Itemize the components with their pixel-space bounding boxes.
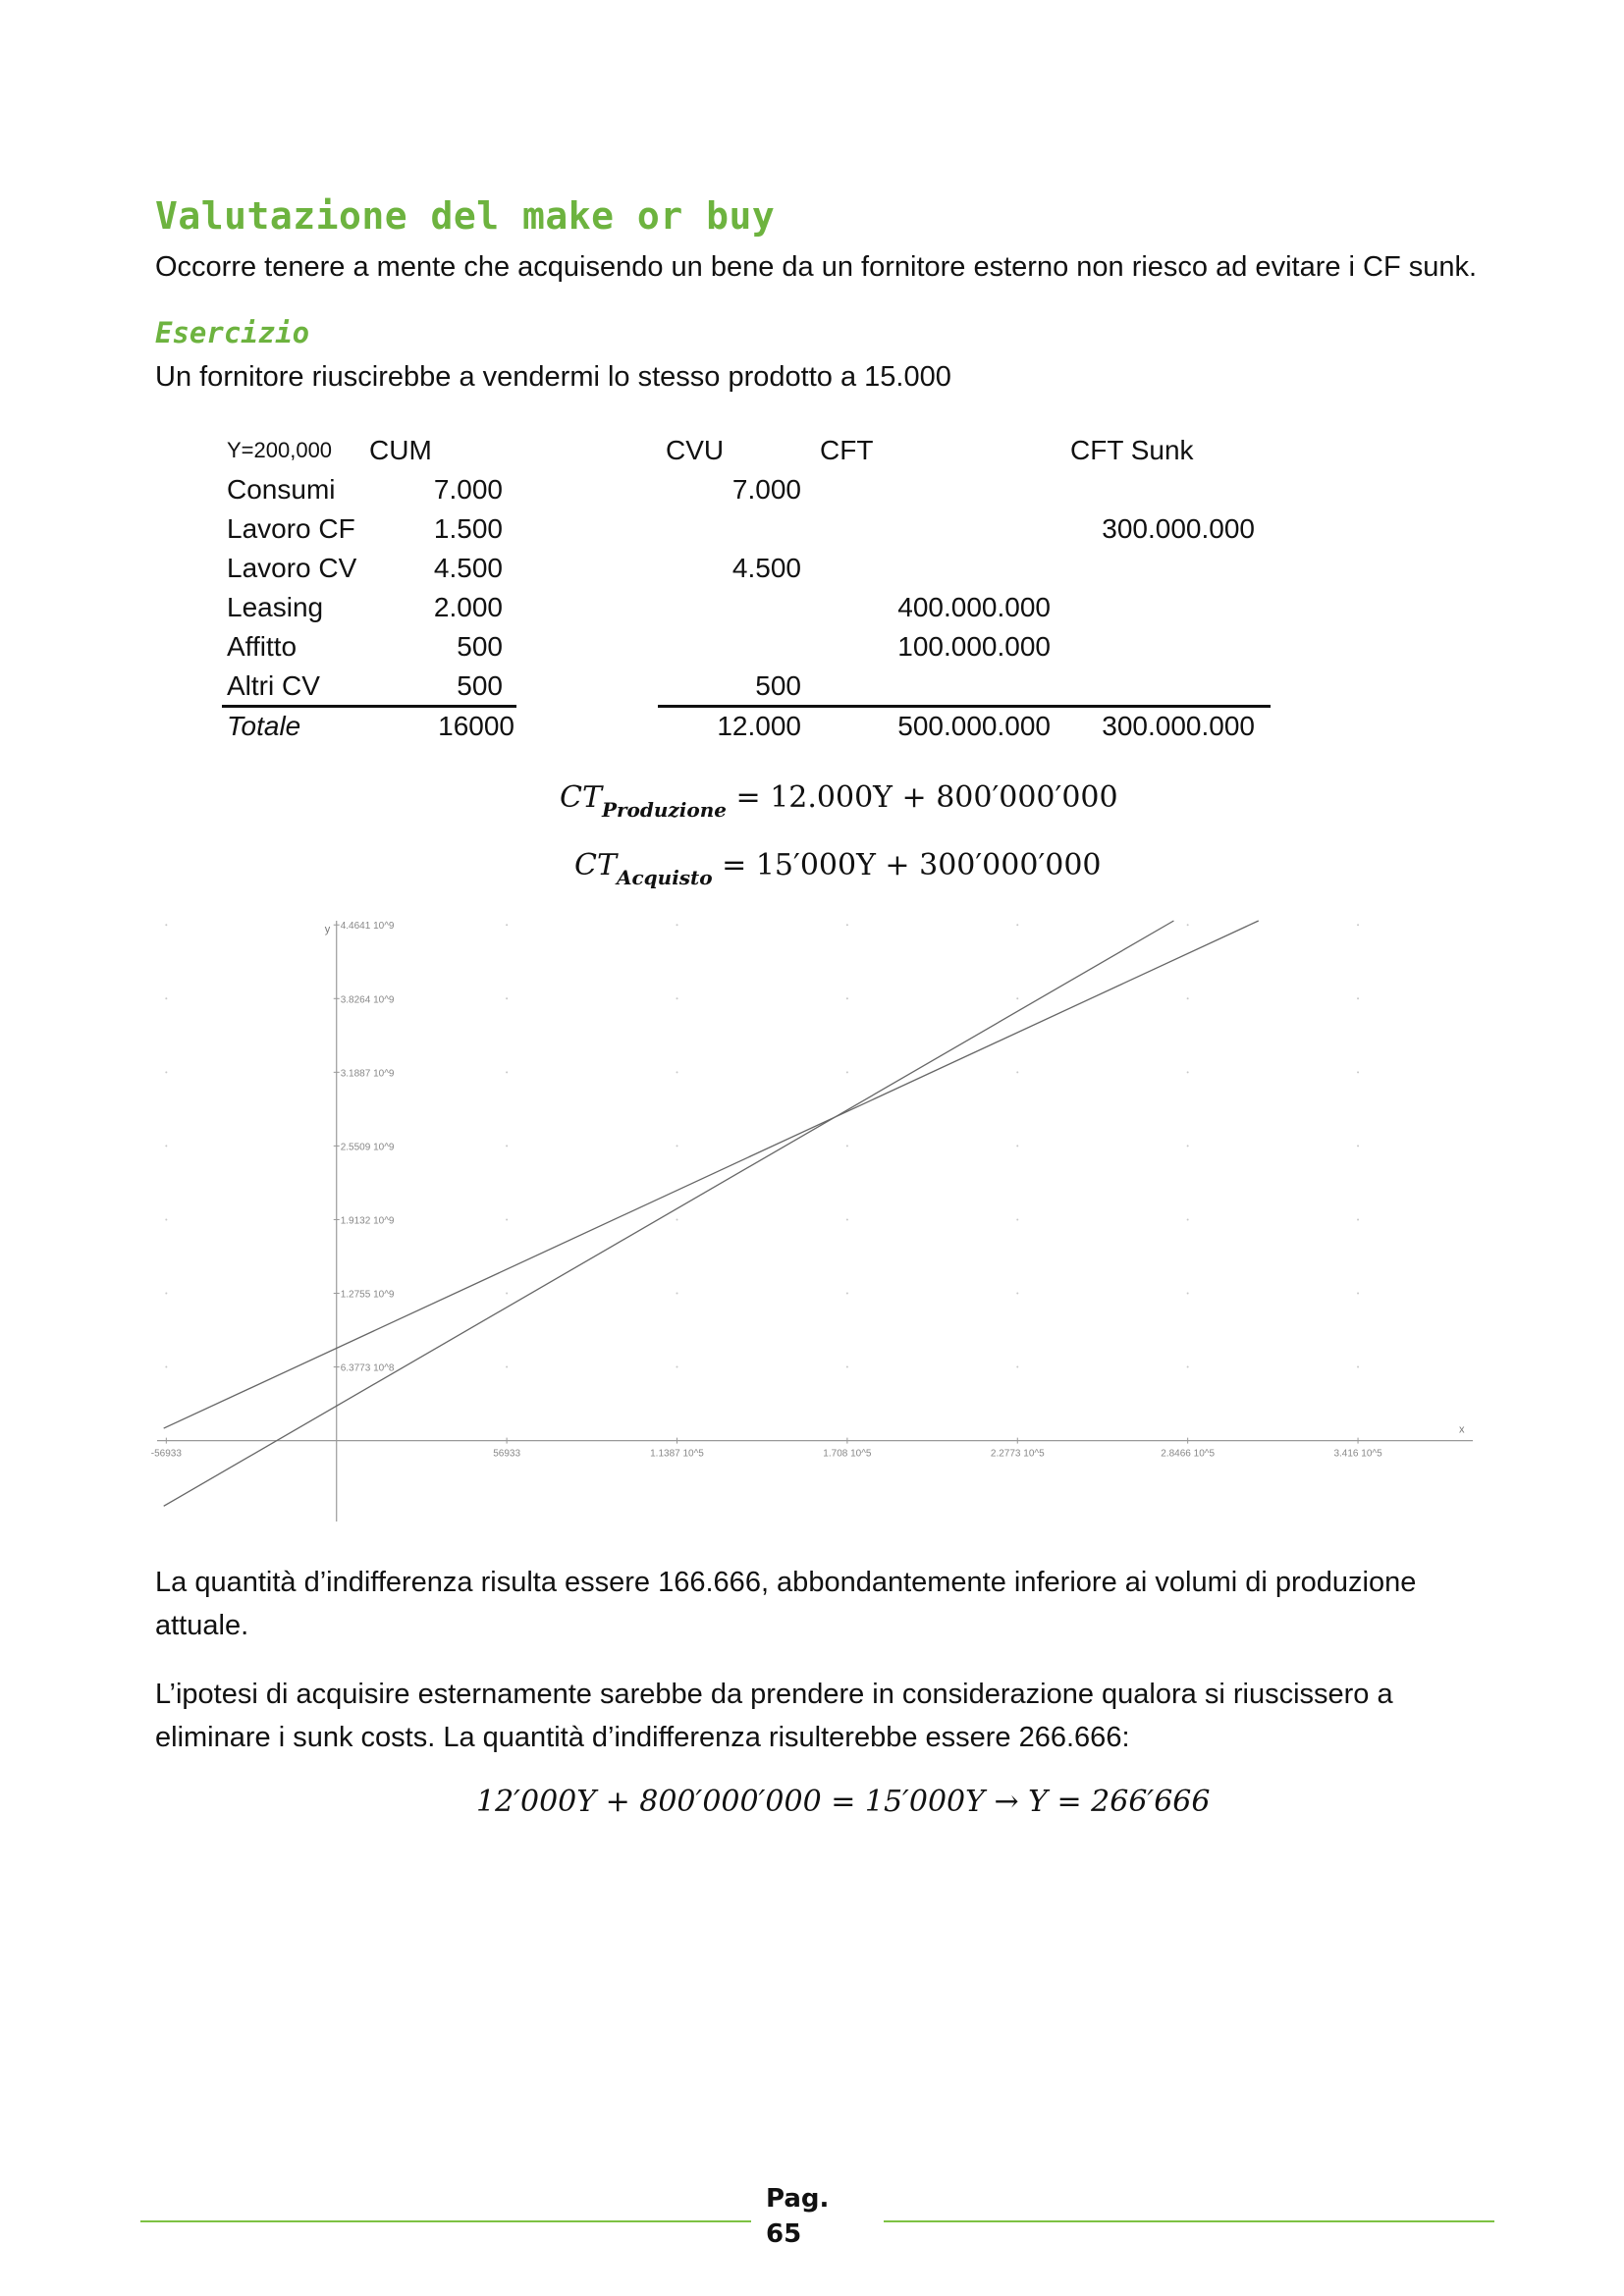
grid-dot	[677, 1071, 678, 1073]
grid-dot	[506, 1292, 508, 1294]
y-tick-label: 4.4641 10^9	[340, 921, 395, 933]
grid-dot	[165, 1366, 167, 1368]
cell-cum: 7.000	[433, 474, 503, 505]
grid-dot	[165, 1145, 167, 1147]
grid-dot	[1016, 1145, 1018, 1147]
header-cft: CFT	[820, 435, 874, 465]
grid-dot	[1187, 1145, 1189, 1147]
grid-dot	[677, 924, 678, 926]
grid-dot	[506, 997, 508, 999]
grid-dot	[506, 924, 508, 926]
grid-dot	[1016, 1292, 1018, 1294]
grid-dot	[1357, 1145, 1359, 1147]
cell-cft-sunk: 300.000.000	[1102, 513, 1255, 544]
grid-dot	[165, 1071, 167, 1073]
conclusion-1-line-1: La quantità d’indifferenza risulta essere 166.666, abbondantemente inferiore ai volumi di produzione	[155, 1567, 1417, 1598]
grid-dot	[506, 1218, 508, 1220]
grid-dot	[1016, 997, 1018, 999]
final-equation: 12′000Y + 800′000′000 = 15′000Y → Y = 266′666	[476, 1785, 1211, 1819]
volume-label: Y=200,000	[227, 438, 333, 462]
total-cvu: 12.000	[717, 711, 801, 741]
grid-dot	[846, 997, 848, 999]
break-even-chart	[150, 913, 1483, 1531]
exercise-text: Un fornitore riuscirebbe a vendermi lo stesso prodotto a 15.000	[155, 361, 951, 393]
grid-dot	[1357, 1218, 1359, 1220]
page-number-block	[766, 2181, 829, 2252]
equation-production	[560, 780, 1118, 822]
x-tick-label: 2.2773 10^5	[990, 1448, 1045, 1460]
grid-dot	[506, 1145, 508, 1147]
grid-dot	[846, 1292, 848, 1294]
grid-dot	[1357, 1071, 1359, 1073]
grid-dot	[1016, 1071, 1018, 1073]
cell-cft: 400.000.000	[897, 592, 1051, 622]
y-tick-label: 1.9132 10^9	[340, 1215, 395, 1227]
x-tick-label: 2.8466 10^5	[1161, 1448, 1216, 1460]
row-label: Lavoro CF	[227, 513, 355, 544]
grid-dot	[165, 1218, 167, 1220]
table-rule-left	[222, 705, 516, 708]
page-number: 65	[766, 2219, 802, 2249]
header-cvu: CVU	[666, 435, 725, 465]
equation-production-rhs: = 12.000Y + 800′000′000	[735, 780, 1118, 815]
y-tick-label: 3.1887 10^9	[340, 1068, 395, 1080]
total-cft: 500.000.000	[897, 711, 1051, 741]
y-tick-label: 6.3773 10^8	[340, 1362, 395, 1374]
x-axis-label: x	[1459, 1423, 1465, 1436]
y-tick-label: 1.2755 10^9	[340, 1289, 395, 1301]
x-tick-label: 3.416 10^5	[1333, 1448, 1382, 1460]
x-tick-label: -56933	[150, 1448, 182, 1460]
series-line-ct-acquisto	[164, 921, 1174, 1506]
grid-dot	[846, 924, 848, 926]
grid-dot	[846, 1218, 848, 1220]
cell-cum: 1.500	[433, 513, 503, 544]
grid-dot	[677, 1145, 678, 1147]
row-label: Affitto	[227, 631, 298, 662]
equation-purchase-lhs: CT	[574, 848, 617, 882]
y-tick-label: 2.5509 10^9	[340, 1142, 395, 1153]
footer-rule-left	[140, 2220, 751, 2222]
grid-dot	[165, 997, 167, 999]
grid-dot	[1187, 924, 1189, 926]
equation-production-lhs: CT	[560, 780, 602, 815]
x-tick-label: 1.1387 10^5	[650, 1448, 704, 1460]
cell-cvu: 500	[755, 670, 801, 701]
grid-dot	[1187, 1366, 1189, 1368]
grid-dot	[1357, 997, 1359, 999]
cell-cft: 100.000.000	[897, 631, 1051, 662]
grid-dot	[1357, 924, 1359, 926]
intro-paragraph: Occorre tenere a mente che acquisendo un bene da un fornitore esterno non riesco ad evitare i CF sunk.	[155, 251, 1478, 283]
cell-cum: 2.000	[433, 592, 503, 622]
grid-dot	[846, 1145, 848, 1147]
header-cum: CUM	[369, 435, 432, 465]
x-tick-label: 1.708 10^5	[823, 1448, 872, 1460]
cell-cum: 500	[457, 670, 503, 701]
grid-dot	[165, 924, 167, 926]
grid-dot	[1016, 1218, 1018, 1220]
grid-dot	[506, 1071, 508, 1073]
conclusion-1-line-2: attuale.	[155, 1610, 249, 1641]
footer-rule-right	[884, 2220, 1494, 2222]
grid-dot	[1016, 924, 1018, 926]
grid-dot	[1187, 1071, 1189, 1073]
row-label: Leasing	[227, 592, 324, 622]
total-cum: 16000	[438, 711, 514, 741]
section-heading: Valutazione del make or buy	[155, 194, 776, 238]
equation-purchase-rhs: = 15′000Y + 300′000′000	[722, 848, 1102, 882]
header-cft-sunk: CFT Sunk	[1070, 435, 1194, 465]
cell-cvu: 7.000	[731, 474, 801, 505]
grid-dot	[846, 1366, 848, 1368]
row-label: Lavoro CV	[227, 553, 357, 583]
grid-dot	[1016, 1366, 1018, 1368]
grid-dot	[1187, 997, 1189, 999]
equation-production-sub: Produzione	[601, 798, 727, 822]
total-cft-sunk: 300.000.000	[1102, 711, 1255, 741]
conclusion-2-line-2: eliminare i sunk costs. La quantità d’indifferenza risulterebbe essere 266.666:	[155, 1722, 1130, 1753]
row-label: Consumi	[227, 474, 336, 505]
row-label: Altri CV	[227, 670, 320, 701]
total-label: Totale	[227, 711, 301, 741]
cell-cvu: 4.500	[731, 553, 801, 583]
conclusion-paragraph-2	[155, 1673, 1393, 1759]
grid-dot	[1357, 1292, 1359, 1294]
conclusion-paragraph-1	[155, 1561, 1416, 1647]
page-label: Pag.	[766, 2184, 830, 2214]
equation-purchase-sub: Acquisto	[616, 866, 713, 889]
equation-purchase	[574, 848, 1102, 889]
cell-cum: 500	[457, 631, 503, 662]
grid-dot	[1187, 1218, 1189, 1220]
table-rule-right	[658, 705, 1271, 708]
grid-dot	[165, 1292, 167, 1294]
grid-dot	[1187, 1292, 1189, 1294]
grid-dot	[677, 997, 678, 999]
grid-dot	[677, 1292, 678, 1294]
cell-cum: 4.500	[433, 553, 503, 583]
series-line-ct-produzione	[164, 921, 1259, 1428]
grid-dot	[677, 1218, 678, 1220]
grid-dot	[846, 1071, 848, 1073]
grid-dot	[506, 1366, 508, 1368]
y-tick-label: 3.8264 10^9	[340, 994, 395, 1006]
grid-dot	[1357, 1366, 1359, 1368]
grid-dot	[677, 1366, 678, 1368]
x-tick-label: 56933	[493, 1448, 521, 1460]
y-axis-label: y	[324, 924, 331, 935]
conclusion-2-line-1: L’ipotesi di acquisire esternamente sarebbe da prendere in considerazione qualora si riuscissero a	[155, 1679, 1393, 1710]
exercise-subheading: Esercizio	[155, 316, 310, 349]
